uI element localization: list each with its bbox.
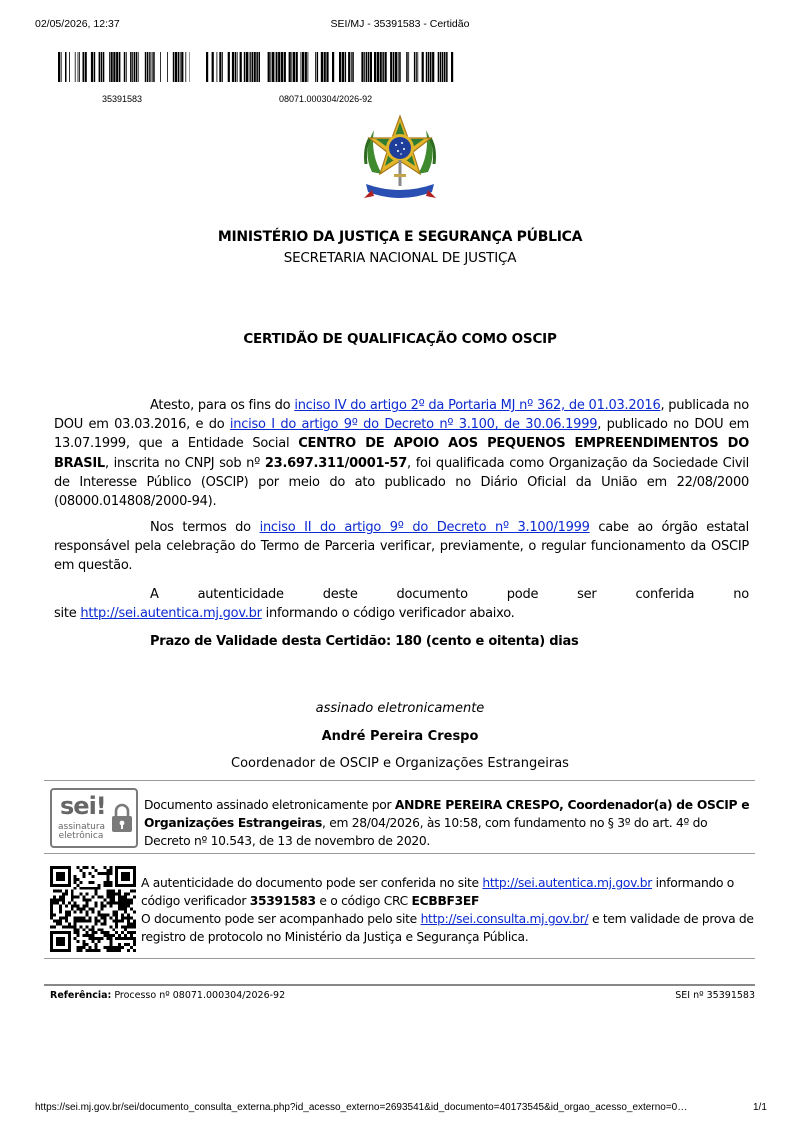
paragraph-attestation: Atesto, para os fins do inciso IV do artigo 2º da Portaria MJ nº 362, de 01.03.2016, publicada no DOU em 03.03.2016, e do inciso I do artigo 9º do Decreto nº 3.100, de 30.06.1999, publicado no DOU em 13.07.1999, que a Entidade Social CENTRO DE APOIO AOS PEQUENOS EMPREENDIMENTOS DO BRASIL, inscrita no CNPJ sob nº 23.697.311/0001-57, foi qualificada como Organização da Sociedade Civil de Interesse Público (OSCIP) por meio do ato publicado no Diário Oficial da União em 22/08/2000 (08000.014808/2000-94). [54, 398, 750, 510]
print-header [0, 18, 800, 34]
verification-code: 35391583 [249, 894, 316, 908]
link-portaria[interactable]: inciso IV do artigo 2º da Portaria MJ nº 362, de 01.03.2016 [294, 398, 661, 413]
signer-role: Coordenador de OSCIP e Organizações Estrangeiras [231, 756, 569, 771]
reference-value: Processo nº 08071.000304/2026-92 [111, 990, 286, 1001]
sei-number: SEI nº 35391583 [675, 990, 755, 1001]
document-barcode [58, 52, 190, 82]
print-timestamp: 02/05/2026, 12:37 [35, 18, 120, 30]
lock-icon [110, 802, 134, 834]
ministry-header [0, 229, 800, 266]
link-sei-autentica-footer[interactable]: http://sei.autentica.mj.gov.br [482, 876, 653, 890]
divider [44, 780, 755, 781]
paragraph-terms: Nos termos do inciso II do artigo 9º do Decreto nº 3.100/1999 cabe ao órgão estatal responsável pela celebração do Termo de Parceria verificar, previamente, o regular funcionamento da OSCIP em questão. [54, 520, 749, 574]
ministry-name: MINISTÉRIO DA JUSTIÇA E SEGURANÇA PÚBLICA [217, 229, 583, 245]
link-decreto[interactable]: inciso I do artigo 9º do Decreto nº 3.100, de 30.06.1999 [229, 417, 598, 433]
secretariat-name: SECRETARIA NACIONAL DE JUSTIÇA [283, 250, 517, 266]
qr-code [50, 866, 136, 952]
coat-of-arms-icon [358, 112, 442, 204]
divider [44, 958, 755, 959]
link-decreto-inciso-ii[interactable]: inciso II do artigo 9º do Decreto nº 3.100/1999 [259, 520, 590, 535]
document-barcode-label: 35391583 [102, 94, 143, 104]
sei-signature-logo: sei! assinatura eletrônica [50, 788, 138, 848]
barcode-area [58, 52, 478, 110]
link-sei-consulta[interactable]: http://sei.consulta.mj.gov.br/ [420, 912, 589, 926]
process-barcode [206, 52, 456, 82]
validity-text: Prazo de Validade desta Certidão: 180 (cento e oitenta) dias [150, 634, 579, 649]
divider [44, 853, 755, 854]
print-page-indicator: 1/1 [753, 1102, 767, 1113]
document-title: CERTIDÃO DE QUALIFICAÇÃO COMO OSCIP [243, 331, 557, 347]
electronic-signature-info: Documento assinado eletronicamente por ANDRE PEREIRA CRESPO, Coordenador(a) de OSCIP e Organizações Estrangeiras, em 28/04/2026, às 10:58, com fundamento no § 3º do art. 4º do Decreto nº 10.543, de 13 de novembro de 2020. [144, 798, 750, 848]
validity-line [54, 632, 749, 651]
authenticity-first-line: A autenticidade deste documento pode ser conferida no [150, 587, 749, 602]
process-barcode-label: 08071.000304/2026-92 [279, 94, 373, 104]
paragraph-authenticity: A autenticidade deste documento pode ser conferida no site http://sei.autentica.mj.gov.br informando o código verificador abaixo. [54, 587, 749, 622]
signed-label: assinado eletronicamente [315, 701, 485, 716]
authenticity-info: A autenticidade do documento pode ser conferida no site http://sei.autentica.mj.gov.br informando o código verificador 35391583 e o código CRC ECBBF3EF O documento pode ser acompanhado pelo site http://sei.consulta.mj.gov.br/ e tem validade de prova de registro de protocolo no Ministério da Justiça e Segurança Pública. [141, 876, 754, 944]
print-title: SEI/MJ - 35391583 - Certidão [330, 18, 470, 30]
signer-name: André Pereira Crespo [321, 729, 479, 744]
reference-label: Referência: [50, 990, 112, 1001]
print-url: https://sei.mj.gov.br/sei/documento_consulta_externa.php?id_acesso_externo=2693541&id_documento=40173545&id_orgao_acesso_externo=0… [35, 1102, 688, 1113]
crc-code: ECBBF3EF [411, 894, 480, 908]
entity-name: CENTRO DE APOIO AOS PEQUENOS EMPREENDIMENTOS DO BRASIL [54, 436, 749, 471]
link-sei-autentica[interactable]: http://sei.autentica.mj.gov.br [80, 606, 262, 622]
cnpj-value: 23.697.311/0001-57 [264, 455, 408, 471]
divider [44, 984, 755, 986]
